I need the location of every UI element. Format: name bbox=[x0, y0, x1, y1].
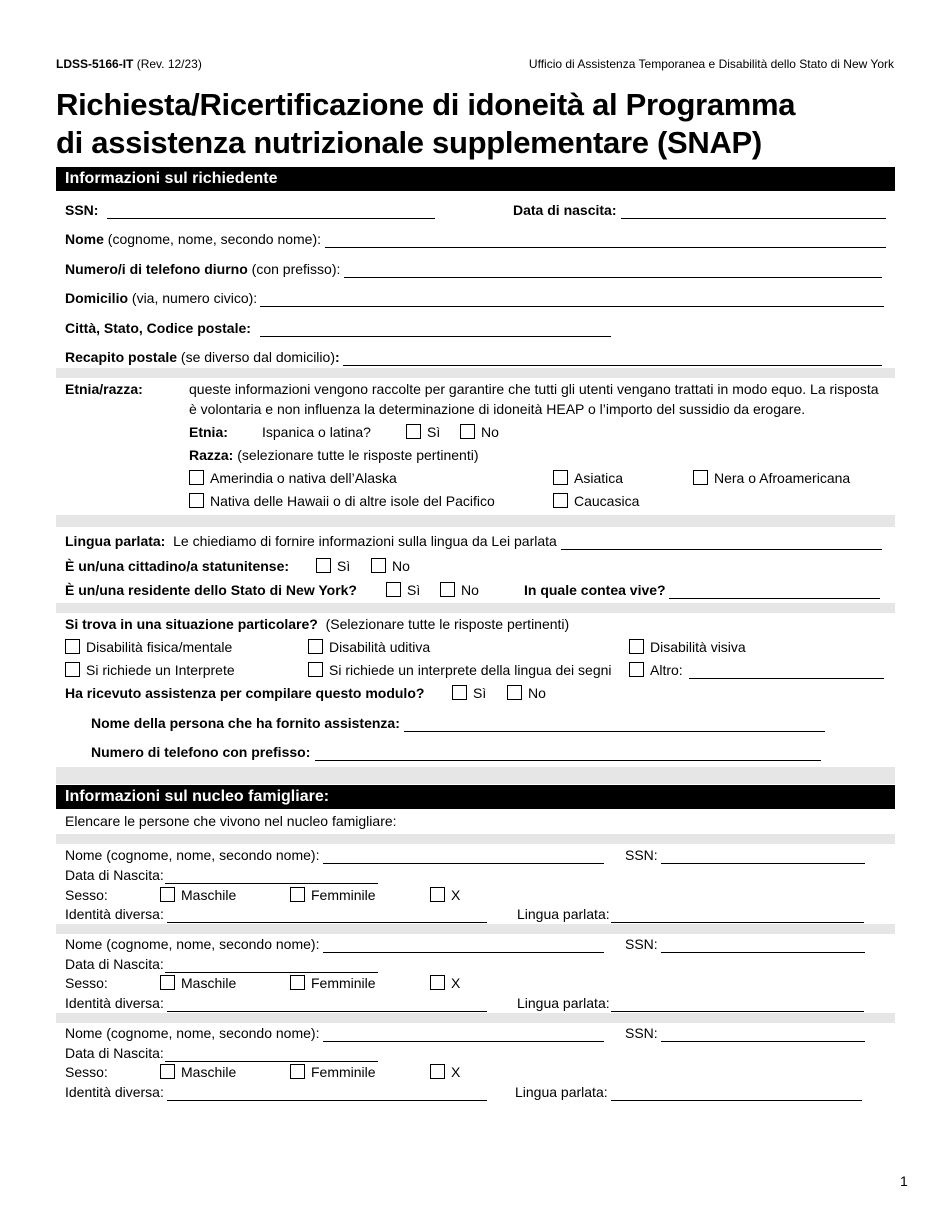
member-name-label: Nome (cognome, nome, secondo nome): bbox=[65, 936, 320, 952]
checkbox[interactable] bbox=[693, 470, 708, 485]
member-ssn-label: SSN: bbox=[625, 1025, 658, 1041]
assist-yes-option[interactable]: Sì bbox=[452, 685, 486, 701]
sex-female-option[interactable]: Femminile bbox=[290, 887, 376, 903]
other-option[interactable]: Altro: bbox=[629, 662, 683, 678]
race-white[interactable]: Caucasica bbox=[553, 493, 639, 509]
member-language-field[interactable] bbox=[611, 906, 864, 923]
member-identity-field[interactable] bbox=[167, 995, 487, 1012]
member-dob-label: Data di Nascita: bbox=[65, 956, 164, 972]
separator bbox=[56, 1013, 895, 1023]
phone-field[interactable] bbox=[344, 261, 882, 278]
citizen-question: È un/una cittadino/a statunitense: bbox=[65, 558, 290, 574]
household-intro: Elencare le persone che vivono nel nucleo famigliare: bbox=[65, 813, 397, 829]
member-sex-label: Sesso: bbox=[65, 1064, 108, 1080]
checkbox[interactable] bbox=[189, 493, 204, 508]
member-ssn-label: SSN: bbox=[625, 936, 658, 952]
race-black[interactable]: Nera o Afroamericana bbox=[693, 470, 850, 486]
separator bbox=[56, 515, 895, 527]
separator bbox=[56, 603, 895, 613]
member-dob-field[interactable] bbox=[165, 956, 378, 973]
ethnicity-label: Etnia/razza: bbox=[65, 381, 143, 397]
member-identity-field[interactable] bbox=[167, 1084, 487, 1101]
assist-name-field[interactable] bbox=[404, 715, 825, 732]
member-sex-label: Sesso: bbox=[65, 975, 108, 991]
dob-field[interactable] bbox=[621, 202, 886, 219]
name-label: Nome (cognome, nome, secondo nome): bbox=[65, 231, 322, 247]
checkbox[interactable] bbox=[160, 887, 175, 902]
interpreter-option[interactable]: Si richiede un Interprete bbox=[65, 662, 235, 678]
assist-no-option[interactable]: No bbox=[507, 685, 546, 701]
member-name-field[interactable] bbox=[323, 847, 604, 864]
checkbox[interactable] bbox=[430, 887, 445, 902]
sex-female-option[interactable]: Femminile bbox=[290, 975, 376, 991]
sex-x-option[interactable]: X bbox=[430, 1064, 460, 1080]
language-label: Lingua parlata: Le chiediamo di fornire informazioni sulla lingua da Lei parlata bbox=[65, 533, 557, 549]
member-ssn-field[interactable] bbox=[661, 1025, 865, 1042]
member-name-field[interactable] bbox=[323, 936, 604, 953]
checkbox[interactable] bbox=[308, 662, 323, 677]
citizen-yes-option[interactable]: Sì bbox=[316, 558, 350, 574]
special-question: Si trova in una situazione particolare? (Selezionare tutte le risposte pertinenti) bbox=[65, 616, 570, 632]
mailing-field[interactable] bbox=[343, 349, 882, 366]
name-field[interactable] bbox=[325, 231, 886, 248]
page-number: 1 bbox=[900, 1173, 908, 1189]
dob-label: Data di nascita: bbox=[513, 202, 617, 218]
member-identity-field[interactable] bbox=[167, 906, 487, 923]
sex-female-option[interactable]: Femminile bbox=[290, 1064, 376, 1080]
race-label: Razza: (selezionare tutte le risposte pertinenti) bbox=[189, 447, 479, 463]
resident-no-option[interactable]: No bbox=[440, 582, 479, 598]
assist-phone-label: Numero di telefono con prefisso: bbox=[91, 744, 311, 760]
member-language-label: Lingua parlata: bbox=[515, 1084, 608, 1100]
city-label: Città, Stato, Codice postale: bbox=[65, 320, 251, 336]
separator bbox=[56, 767, 895, 784]
hispanic-question: Ispanica o latina? bbox=[262, 424, 371, 440]
county-question: In quale contea vive? bbox=[524, 582, 666, 598]
member-ssn-field[interactable] bbox=[661, 936, 865, 953]
language-field[interactable] bbox=[561, 533, 882, 550]
member-identity-label: Identità diversa: bbox=[65, 1084, 164, 1100]
member-dob-field[interactable] bbox=[165, 867, 378, 884]
checkbox[interactable] bbox=[371, 558, 386, 573]
race-american-indian[interactable]: Amerindia o nativa dell’Alaska bbox=[189, 470, 397, 486]
member-name-field[interactable] bbox=[323, 1025, 604, 1042]
assist-name-label: Nome della persona che ha fornito assistenza: bbox=[91, 715, 400, 731]
sex-male-option[interactable]: Maschile bbox=[160, 887, 236, 903]
member-language-label: Lingua parlata: bbox=[517, 906, 610, 922]
member-dob-field[interactable] bbox=[165, 1045, 378, 1062]
checkbox[interactable] bbox=[507, 685, 522, 700]
checkbox[interactable] bbox=[553, 470, 568, 485]
checkbox[interactable] bbox=[65, 662, 80, 677]
member-language-field[interactable] bbox=[611, 1084, 862, 1101]
member-identity-label: Identità diversa: bbox=[65, 906, 164, 922]
checkbox[interactable] bbox=[452, 685, 467, 700]
ssn-field[interactable] bbox=[107, 202, 435, 219]
checkbox[interactable] bbox=[290, 1064, 305, 1079]
member-name-label: Nome (cognome, nome, secondo nome): bbox=[65, 847, 320, 863]
visual-disability-option[interactable]: Disabilità visiva bbox=[629, 639, 746, 655]
resident-question: È un/una residente dello Stato di New York? bbox=[65, 582, 357, 598]
checkbox[interactable] bbox=[553, 493, 568, 508]
race-asian[interactable]: Asiatica bbox=[553, 470, 623, 486]
citizen-no-option[interactable]: No bbox=[371, 558, 410, 574]
checkbox[interactable] bbox=[316, 558, 331, 573]
checkbox[interactable] bbox=[189, 470, 204, 485]
page-title: Richiesta/Ricertificazione di idoneità al Programma di assistenza nutrizionale supplementare (SNAP) bbox=[56, 87, 796, 160]
checkbox[interactable] bbox=[430, 1064, 445, 1079]
hispanic-yes-option[interactable]: Sì bbox=[406, 424, 440, 440]
checkbox[interactable] bbox=[290, 887, 305, 902]
assist-phone-field[interactable] bbox=[315, 744, 821, 761]
city-field[interactable] bbox=[260, 320, 611, 337]
ssn-label: SSN: bbox=[65, 202, 99, 218]
etnia-label: Etnia: bbox=[189, 424, 228, 440]
separator bbox=[56, 924, 895, 934]
hearing-disability-option[interactable]: Disabilità uditiva bbox=[308, 639, 430, 655]
separator bbox=[56, 368, 895, 378]
member-identity-label: Identità diversa: bbox=[65, 995, 164, 1011]
sign-interpreter-option[interactable]: Si richiede un interprete della lingua dei segni bbox=[308, 662, 612, 678]
member-ssn-label: SSN: bbox=[625, 847, 658, 863]
ethnicity-text-1: queste informazioni vengono raccolte per garantire che tutti gli utenti vengano trattati in modo equo. La risposta bbox=[189, 381, 879, 397]
checkbox[interactable] bbox=[406, 424, 421, 439]
form-code: LDSS-5166-IT (Rev. 12/23) bbox=[56, 57, 202, 71]
member-dob-label: Data di Nascita: bbox=[65, 1045, 164, 1061]
checkbox[interactable] bbox=[440, 582, 455, 597]
member-ssn-field[interactable] bbox=[661, 847, 865, 864]
resident-yes-option[interactable]: Sì bbox=[386, 582, 420, 598]
member-name-label: Nome (cognome, nome, secondo nome): bbox=[65, 1025, 320, 1041]
sex-male-option[interactable]: Maschile bbox=[160, 1064, 236, 1080]
phone-label: Numero/i di telefono diurno (con prefisso): bbox=[65, 261, 341, 277]
checkbox[interactable] bbox=[629, 639, 644, 654]
mailing-label: Recapito postale (se diverso dal domicilio): bbox=[65, 349, 340, 365]
member-language-field[interactable] bbox=[611, 995, 864, 1012]
applicant-section-header: Informazioni sul richiedente bbox=[56, 167, 895, 191]
checkbox[interactable] bbox=[629, 662, 644, 677]
address-field[interactable] bbox=[260, 290, 884, 307]
household-section-header: Informazioni sul nucleo famigliare: bbox=[56, 785, 895, 809]
address-label: Domicilio (via, numero civico): bbox=[65, 290, 258, 306]
assist-question: Ha ricevuto assistenza per compilare questo modulo? bbox=[65, 685, 425, 701]
sex-x-option[interactable]: X bbox=[430, 887, 460, 903]
checkbox[interactable] bbox=[160, 1064, 175, 1079]
race-hawaiian[interactable]: Nativa delle Hawaii o di altre isole del Pacifico bbox=[189, 493, 495, 509]
ethnicity-text-2: è volontaria e non influenza la determinazione di idoneità HEAP o l’importo del sussidio da erogare. bbox=[189, 401, 806, 417]
checkbox[interactable] bbox=[430, 975, 445, 990]
member-sex-label: Sesso: bbox=[65, 887, 108, 903]
checkbox[interactable] bbox=[290, 975, 305, 990]
checkbox[interactable] bbox=[460, 424, 475, 439]
member-dob-label: Data di Nascita: bbox=[65, 867, 164, 883]
checkbox[interactable] bbox=[386, 582, 401, 597]
checkbox[interactable] bbox=[308, 639, 323, 654]
agency-name: Ufficio di Assistenza Temporanea e Disabilità dello Stato di New York bbox=[528, 57, 894, 71]
hispanic-no-option[interactable]: No bbox=[460, 424, 499, 440]
member-language-label: Lingua parlata: bbox=[517, 995, 610, 1011]
checkbox[interactable] bbox=[65, 639, 80, 654]
sex-male-option[interactable]: Maschile bbox=[160, 975, 236, 991]
physical-disability-option[interactable]: Disabilità fisica/mentale bbox=[65, 639, 232, 655]
checkbox[interactable] bbox=[160, 975, 175, 990]
other-field[interactable] bbox=[689, 662, 884, 679]
separator bbox=[56, 834, 895, 844]
county-field[interactable] bbox=[669, 582, 880, 599]
sex-x-option[interactable]: X bbox=[430, 975, 460, 991]
